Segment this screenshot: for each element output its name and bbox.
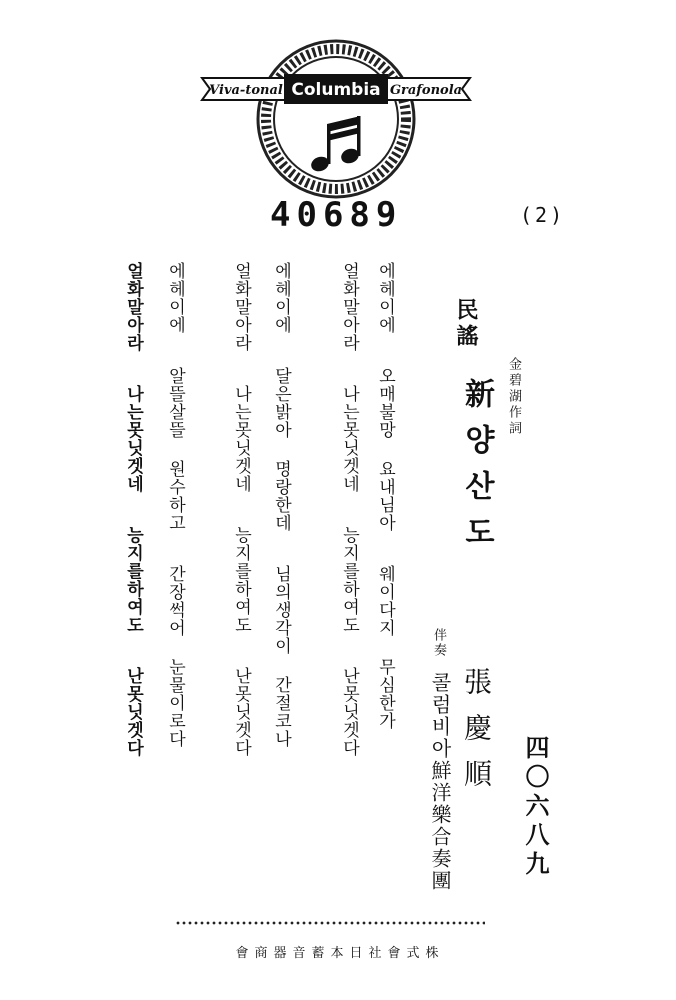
kanji-catalog-number: 四〇六八九 <box>521 735 550 880</box>
lyric-phrase: 난못닛겟다 <box>123 667 143 757</box>
lyric-phrase: 나는못닛겟네 <box>339 385 359 493</box>
accompaniment-label: 伴奏 <box>431 628 446 658</box>
lyric-phrase: 알뜰살뜰 원수하고 <box>165 367 185 532</box>
lyric-phrase: 얼화말아라 <box>339 262 359 352</box>
lyric-phrase: 간장썩어 눈물이로다 <box>165 565 185 748</box>
lyric-line <box>376 262 393 730</box>
lyricist-credit: 金碧湖作詞 <box>506 357 521 437</box>
lyric-phrase: 에헤이에 <box>375 262 395 334</box>
lyric-phrase: 에헤이에 <box>271 262 291 334</box>
lyric-phrase: 얼화말아라 <box>123 262 143 352</box>
lyric-phrase: 능지를하여도 <box>123 526 143 634</box>
lyric-phrase: 나는못닛겟네 <box>123 385 143 493</box>
lyric-line <box>166 262 183 748</box>
lyric-line <box>124 262 141 757</box>
lyric-phrase: 달은밝아 명랑한데 <box>271 367 291 532</box>
columbia-logo <box>196 34 476 204</box>
lyric-phrase: 에헤이에 <box>165 262 185 334</box>
ensemble-name: 콜럼비아鮮洋樂合奏團 <box>428 672 452 892</box>
lyric-phrase: 난못닛겟다 <box>339 667 359 757</box>
lyric-line <box>272 262 289 748</box>
genre-label: 民謠 <box>453 298 479 350</box>
lyric-phrase: 난못닛겟다 <box>231 667 251 757</box>
lyric-phrase: 나는못닛겟네 <box>231 385 251 493</box>
song-title: 新양산도 <box>459 378 494 562</box>
catalog-number: 40689 <box>270 195 403 235</box>
dotted-divider <box>175 920 485 926</box>
logo-left-text: Viva-tonal <box>209 83 283 98</box>
side-number: (2) <box>520 203 566 227</box>
lyric-phrase: 능지를하여도 <box>231 526 251 634</box>
publisher-name: 株式會社日本蓄音器商會 <box>235 946 445 961</box>
lyric-phrase: 얼화말아라 <box>231 262 251 352</box>
lyric-phrase: 님의생각이 간절코나 <box>271 565 291 748</box>
lyric-phrase: 능지를하여도 <box>339 526 359 634</box>
logo-center-text: Columbia <box>291 80 381 100</box>
lyric-phrase: 오매불망 요내님아 <box>375 367 395 532</box>
lyric-phrase: 웨이다지 무심한가 <box>375 565 395 730</box>
singer-name: 張慶順 <box>460 667 493 805</box>
logo-right-text: Grafonola <box>389 83 463 98</box>
lyric-line <box>340 262 357 757</box>
lyric-line <box>232 262 249 757</box>
columbia-logo-graphic <box>196 34 476 204</box>
